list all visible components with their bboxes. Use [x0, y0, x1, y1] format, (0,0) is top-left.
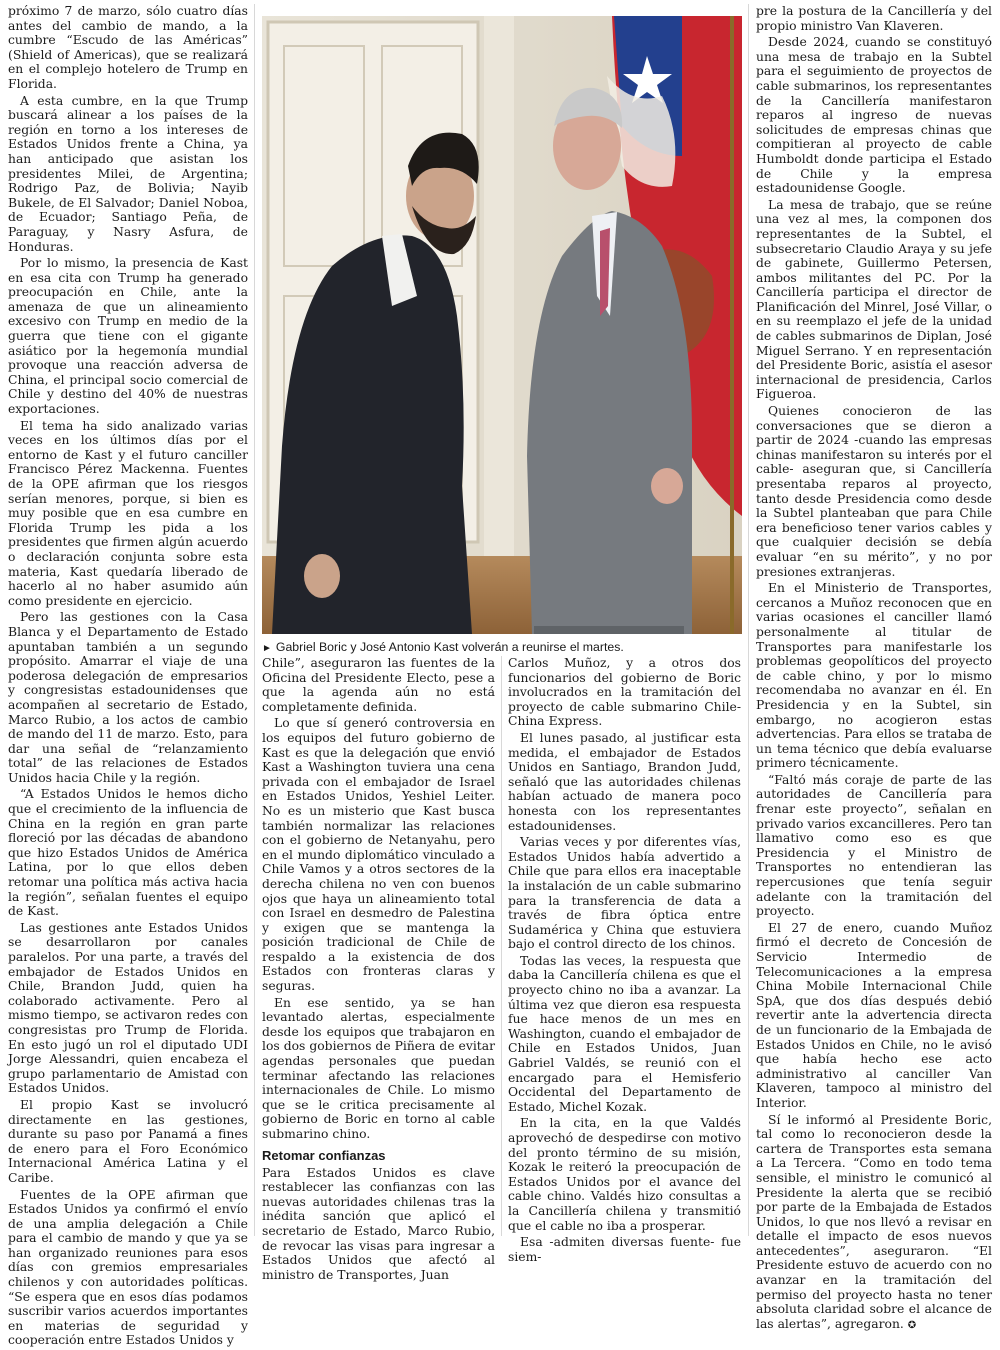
- paragraph: Desde 2024, cuando se constituyó una mesa de trabajo en la Subtel para el seguimiento de proyectos de cable submarinos, los representantes de la Cancillería manifestaron reparos al ingreso de nuevas solicitudes de empresas chinas que compitieran al proyecto de cable Humboldt donde participa el Estado de Chile y la empresa estadounidense Google.: [756, 35, 992, 196]
- paragraph: A esta cumbre, en la que Trump buscará alinear a los países de la región en torno a los intereses de Estados Unidos frente a China, ya han anticipado que asistan los presidentes Milei, de Argentina; Rodrigo Paz, de Bolivia; Nayib Bukele, de El Salvador; Daniel Noboa, de Ecuador; Santiago Peña, de Paraguay, y Nasry Asfura, de Honduras.: [8, 93, 248, 254]
- paragraph: La mesa de trabajo, que se reúne una vez al mes, la componen dos representantes de la Subtel, el subsecretario Claudio Araya y su jefe de gabinete, Guillermo Petersen, ambos militantes del PC. Por la Cancillería participa el director de Planificación del Minrel, José Villar, o en su reemplazo el jefe de la unidad de cables submarinos de Diplan, José Miguel Serrano. Y en representación del Presidente Boric, asistía el asesor internacional de presidencia, Carlos Figueroa.: [756, 197, 992, 402]
- article-column-2: [262, 656, 495, 1284]
- column-rule: [748, 4, 749, 1236]
- paragraph: En ese sentido, ya se han levantado alertas, especialmente desde los equipos que trabajaron en los dos gobiernos de Piñera de evitar agendas personales que puedan terminar afectando las relaciones internacionales de Chile. Lo mismo que se le critica precisamente al gobierno de Boric en torno al cable submarino chino.: [262, 995, 495, 1141]
- paragraph: En la cita, en la que Valdés aprovechó de despedirse con motivo del pronto término de su misión, Kozak le reiteró la preocupación de Estados Unidos por el avance del cable chino. Valdés hizo consultas a la Cancillería chilena y transmitió que el cable no iba a prosperar.: [508, 1116, 741, 1233]
- photo-caption: [262, 640, 742, 656]
- paragraph: Por lo mismo, la presencia de Kast en esa cita con Trump ha generado preocupación en Chile, ante la amenaza de que un alineamiento excesivo con Trump en medio de la guerra que tiene con el gigante asiático por la hegemonía mundial provoque una reacción adversa de China, el principal socio comercial de Chile y destino del 40% de nuestras exportaciones.: [8, 256, 248, 417]
- article-column-3: [508, 656, 741, 1266]
- paragraph: Quienes conocieron de las conversaciones que se dieron a partir de 2024 -cuando las empresas chinas manifestaron su interés por el cable- aseguran que, si Cancillería presentaba reparos al proyecto, tanto desde Presidencia como desde la Subtel planteaban que para Chile era beneficioso tener varios cables y que cualquier decisión se debía evaluar “en su mérito”, y no por presiones extranjeras.: [756, 404, 992, 579]
- paragraph: “Faltó más coraje de parte de las autoridades de Cancillería para frenar este proyecto”, señalan en privado varios excancilleres. Pero tan llamativo como eso es que Presidencia y el Ministro de Transportes no entendieran las repercusiones que tenía seguir adelante con la tramitación del proyecto.: [756, 772, 992, 919]
- article-column-4: [756, 4, 992, 1335]
- paragraph: En el Ministerio de Transportes, cercanos a Muñoz reconocen que en varias ocasiones el canciller llamó personalmente al titular de Transportes para manifestarle los problemas geopolíticos del proyecto de cable chino, y por lo mismo recomendaba no avanzar en él. En Presidencia y en la Subtel, sin embargo, no acogieron estas advertencias. Para ellos se trataba de un tema técnico que debía evaluarse primero técnicamente.: [756, 581, 992, 771]
- paragraph: Carlos Muñoz, y a otros dos funcionarios del gobierno de Boric involucrados en la tramitación del proyecto de cable submarino Chile-China Express.: [508, 656, 741, 729]
- section-heading: Retomar confianzas: [262, 1147, 386, 1163]
- paragraph: Fuentes de la OPE afirman que Estados Unidos ya confirmó el envío de una amplia delegación a Chile para el cambio de mando y que ya se han organizado reuniones para esos días con gremios empresariales chilenos y con autoridades políticas. “Se espera que en esos días podamos suscribir varios acuerdos importantes en materias de seguridad y cooperación entre Estados Unidos y: [8, 1187, 248, 1348]
- paragraph: Varias veces y por diferentes vías, Estados Unidos había advertido a Chile que para ellos era inaceptable la instalación de un cable submarino para la transferencia de data a través de fibra óptica entre Sudamérica y China que estuviera bajo el control directo de los chinos.: [508, 835, 741, 952]
- paragraph: “A Estados Unidos le hemos dicho que el crecimiento de la influencia de China en la región en gran parte floreció por las décadas de abandono que hizo Estados Unidos de América Latina, por lo que ellos deben retomar una política más activa hacia la región”, señalan fuentes el equipo de Kast.: [8, 787, 248, 919]
- paragraph: El lunes pasado, al justificar esta medida, el embajador de Estados Unidos en Santiago, Brandon Judd, señaló que las autoridades chilenas habían actuado de manera poco honesta con los representantes estadounidenses.: [508, 730, 741, 833]
- paragraph-text: Sí le informó al Presidente Boric, tal como lo reconocieron desde la cartera de Transportes esta semana a La Tercera. “Como en todo tema sensible, el ministro le comunicó al Presidente la alerta que se recibió por parte de la Embajada de Estados Unidos, lo que nos llevó a revisar en detalle el impacto de esos nuevos antecedentes”, aseguraron. “El Presidente estuvo de acuerdo con no avanzar en la tramitación del permiso del proyecto hasta no tener absoluta claridad sobre el alcance de las alertas”, agregaron.: [756, 1112, 992, 1331]
- paragraph: próximo 7 de marzo, sólo cuatro días antes del cambio de mando, a la cumbre “Escudo de las Américas” (Shield of Americas), que se realizará en el complejo hotelero de Trump en Florida.: [8, 4, 248, 91]
- paragraph: Para Estados Unidos es clave restablecer las confianzas con las nuevas autoridades chilenas tras la inédita sanción que aplicó el secretario de Estado, Marco Rubio, de revocar las visas para ingresar a Estados Unidos que afectó al ministro de Transportes, Juan: [262, 1165, 495, 1282]
- paragraph: El tema ha sido analizado varias veces en los últimos días por el entorno de Kast y el futuro canciller Francisco Pérez Mackenna. Fuentes de la OPE afirman que los riesgos serían menores, porque, si bien es muy posible que en esa cumbre en Florida Trump les pida a los presidentes que firmen algún acuerdo o declaración conjunta sobre esta materia, Kast quedaría liberado de hacerlo al no haber asumido aún como presidente en ejercicio.: [8, 418, 248, 608]
- paragraph: [756, 1113, 992, 1334]
- column-rule: [254, 4, 255, 1236]
- paragraph: El 27 de enero, cuando Muñoz firmó el decreto de Concesión de Servicio Intermedio de Telecomunicaciones a la empresa China Mobile Internacional Chile SpA, que dos días después debió revertir ante la advertencia directa de un funcionario de la Embajada de Estados Unidos en Chile, no le avisó que había hecho ese acto administrativo al canciller Van Klaveren, tampoco al ministro del Interior.: [756, 920, 992, 1110]
- news-photo: [262, 16, 742, 634]
- paragraph: Las gestiones ante Estados Unidos se desarrollaron por canales paralelos. Por una parte, a través del embajador de Estados Unidos en Chile, Brandon Judd, quien ha colaborado activamente. Pero al mismo tiempo, se activaron redes con congresistas pro Trump de Florida. En esto jugó un rol el diputado UDI Jorge Alessandri, quien encabeza el grupo parlamentario de Amistad con Estados Unidos.: [8, 920, 248, 1096]
- paragraph: pre la postura de la Cancillería y del propio ministro Van Klaveren.: [756, 4, 992, 33]
- article-column-1: [8, 4, 248, 1350]
- paragraph: Todas las veces, la respuesta que daba la Cancillería chilena es que el proyecto chino no iba a avanzar. La última vez que dieron esa respuesta fue hace menos de un mes en Washington, cuando el embajador de Chile en Estados Unidos, Juan Gabriel Valdés, se reunió con el encargado para el Hemisferio Occidental del Departamento de Estado, Michel Kozak.: [508, 953, 741, 1114]
- column-rule: [501, 656, 502, 1236]
- end-of-article-icon: ✪: [907, 1319, 917, 1331]
- paragraph: Chile”, aseguraron las fuentes de la Oficina del Presidente Electo, pese a que la agenda aún no está completamente definida.: [262, 656, 495, 714]
- caption-marker: ►: [262, 643, 272, 654]
- caption-text: Gabriel Boric y José Antonio Kast volverán a reunirse el martes.: [275, 640, 624, 654]
- paragraph: Esa -admiten diversas fuente- fue siem-: [508, 1235, 741, 1264]
- paragraph: El propio Kast se involucró directamente en las gestiones, durante su paso por Panamá a fines de enero para el Foro Económico Internacional América Latina y el Caribe.: [8, 1097, 248, 1185]
- paragraph: Lo que sí generó controversia en los equipos del futuro gobierno de Kast es que la delegación que envió Kast a Washington tuviera una cena privada con el embajador de Israel en Estados Unidos, Yeshiel Leiter. No es un misterio que Kast busca también normalizar las relaciones con el gobierno de Netanyahu, pero en el mundo diplomático vinculado a Chile Vamos y a otros sectores de la derecha chilena no ven con buenos ojos que haya un alineamiento total con Israel en desmedro de Palestina y exigen que se mantenga la posición tradicional de Chile de respaldo a la existencia de dos Estados con fronteras claras y seguras.: [262, 716, 495, 994]
- paragraph: Pero las gestiones con la Casa Blanca y el Departamento de Estado apuntaban también a un segundo propósito. Amarrar el viaje de una poderosa delegación de empresarios y congresistas estadounidenses que acompañen al secretario de Estado, Marco Rubio, a los actos de cambio de mando del 11 de marzo. Esto, para dar una señal de “relanzamiento total” de las relaciones de Estados Unidos hacia Chile y la región.: [8, 610, 248, 785]
